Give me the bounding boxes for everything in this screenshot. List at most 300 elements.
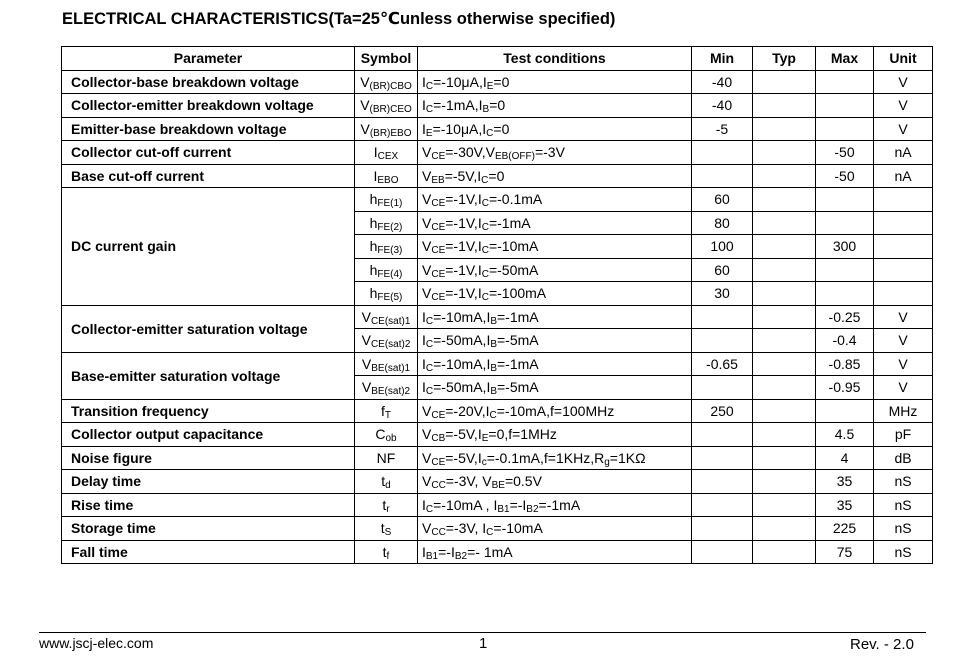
typ-cell bbox=[753, 305, 816, 329]
max-cell: -0.95 bbox=[816, 376, 874, 400]
symbol-subscript: FE(4) bbox=[377, 268, 403, 280]
condition-subscript: C bbox=[489, 409, 497, 421]
condition-text: =-0.1mA bbox=[488, 191, 543, 208]
symbol-main: t bbox=[381, 473, 386, 490]
condition-text: =-10mA bbox=[488, 238, 539, 255]
condition-text: =-1V, bbox=[445, 285, 478, 302]
table-row bbox=[62, 70, 933, 94]
max-cell: -0.25 bbox=[816, 305, 874, 329]
header-symbol: Symbol bbox=[355, 47, 418, 71]
symbol-main: I bbox=[373, 144, 378, 161]
condition-subscript: CC bbox=[431, 527, 446, 539]
typ-cell bbox=[753, 117, 816, 141]
unit-cell: MHz bbox=[874, 399, 933, 423]
unit-cell bbox=[874, 282, 933, 306]
symbol-main: C bbox=[375, 426, 386, 443]
symbol-main: h bbox=[369, 238, 378, 255]
condition-text: =-10μA, bbox=[433, 73, 483, 90]
unit-cell: nS bbox=[874, 540, 933, 564]
condition-text: =-3V bbox=[534, 144, 565, 161]
test-condition-cell bbox=[418, 399, 692, 423]
table-row bbox=[62, 188, 933, 212]
min-cell bbox=[692, 141, 753, 165]
symbol-main: t bbox=[382, 543, 387, 560]
symbol-cell bbox=[355, 235, 418, 259]
min-cell: 30 bbox=[692, 282, 753, 306]
unit-cell: V bbox=[874, 352, 933, 376]
condition-text: =0 bbox=[493, 73, 510, 90]
table-row bbox=[62, 305, 933, 329]
symbol-cell bbox=[355, 282, 418, 306]
unit-cell bbox=[874, 235, 933, 259]
condition-text: V bbox=[482, 473, 492, 490]
condition-text: =-5mA bbox=[497, 332, 539, 349]
condition-text: I bbox=[486, 355, 491, 372]
condition-text: I bbox=[422, 97, 426, 114]
condition-subscript: B bbox=[490, 386, 497, 398]
table-row bbox=[62, 540, 933, 564]
condition-text: =0.5V bbox=[504, 473, 542, 490]
page-title: ELECTRICAL CHARACTERISTICS(Ta=25℃unless otherwise specified) bbox=[62, 10, 616, 28]
test-condition-cell bbox=[418, 70, 692, 94]
condition-text: =-1V, bbox=[445, 214, 478, 231]
header-typ: Typ bbox=[753, 47, 816, 71]
unit-cell: nS bbox=[874, 517, 933, 541]
symbol-cell bbox=[355, 470, 418, 494]
condition-text: I bbox=[422, 120, 426, 137]
symbol-main: NF bbox=[376, 449, 396, 466]
symbol-cell bbox=[355, 329, 418, 353]
typ-cell bbox=[753, 329, 816, 353]
condition-text: =-30V, bbox=[445, 144, 486, 161]
symbol-subscript: CE(sat)2 bbox=[370, 339, 411, 351]
condition-text: I bbox=[477, 214, 482, 231]
parameter-cell: Collector-emitter breakdown voltage bbox=[62, 94, 355, 118]
symbol-main: h bbox=[369, 191, 378, 208]
symbol-subscript: S bbox=[384, 527, 392, 539]
symbol-subscript: BE(sat)2 bbox=[371, 386, 411, 398]
condition-text: =-3V, bbox=[445, 473, 483, 490]
condition-text: I bbox=[422, 496, 426, 513]
condition-text: I bbox=[422, 73, 426, 90]
condition-text: V bbox=[422, 520, 432, 537]
condition-text: V bbox=[485, 144, 495, 161]
test-condition-cell bbox=[418, 94, 692, 118]
symbol-cell bbox=[355, 188, 418, 212]
symbol-subscript: f bbox=[386, 550, 390, 562]
condition-text: I bbox=[486, 379, 491, 396]
symbol-main: h bbox=[369, 214, 378, 231]
unit-cell: V bbox=[874, 94, 933, 118]
test-condition-cell bbox=[418, 423, 692, 447]
symbol-main: I bbox=[373, 167, 378, 184]
condition-subscript: CE bbox=[431, 292, 446, 304]
condition-text: =0,f=1MHz bbox=[488, 426, 557, 443]
unit-cell bbox=[874, 188, 933, 212]
typ-cell bbox=[753, 235, 816, 259]
table-row bbox=[62, 164, 933, 188]
condition-subscript: CC bbox=[431, 480, 446, 492]
min-cell: -0.65 bbox=[692, 352, 753, 376]
typ-cell bbox=[753, 211, 816, 235]
max-cell bbox=[816, 94, 874, 118]
max-cell: 75 bbox=[816, 540, 874, 564]
condition-subscript: BE bbox=[491, 480, 505, 492]
condition-subscript: B1 bbox=[425, 550, 439, 562]
min-cell: -40 bbox=[692, 94, 753, 118]
symbol-subscript: CEX bbox=[377, 151, 399, 163]
min-cell: 60 bbox=[692, 188, 753, 212]
test-condition-cell bbox=[418, 493, 692, 517]
condition-text: I bbox=[482, 520, 487, 537]
parameter-cell: Rise time bbox=[62, 493, 355, 517]
condition-subscript: EB bbox=[431, 174, 445, 186]
symbol-subscript: T bbox=[384, 409, 391, 421]
max-cell bbox=[816, 188, 874, 212]
unit-cell: V bbox=[874, 376, 933, 400]
table-row bbox=[62, 493, 933, 517]
table-row bbox=[62, 423, 933, 447]
symbol-cell bbox=[355, 164, 418, 188]
condition-subscript: C bbox=[486, 127, 494, 139]
condition-text: =-10mA, bbox=[433, 355, 487, 372]
max-cell bbox=[816, 258, 874, 282]
condition-text: V bbox=[422, 191, 432, 208]
typ-cell bbox=[753, 376, 816, 400]
symbol-cell bbox=[355, 70, 418, 94]
table-row bbox=[62, 399, 933, 423]
symbol-cell bbox=[355, 493, 418, 517]
min-cell bbox=[692, 423, 753, 447]
test-condition-cell bbox=[418, 376, 692, 400]
footer-website: www.jscj-elec.com bbox=[39, 635, 154, 651]
table-header-row bbox=[62, 47, 933, 71]
max-cell bbox=[816, 211, 874, 235]
electrical-characteristics-table bbox=[61, 46, 933, 564]
parameter-cell: Delay time bbox=[62, 470, 355, 494]
max-cell: 35 bbox=[816, 493, 874, 517]
symbol-main: V bbox=[361, 308, 371, 325]
condition-text: =-1mA bbox=[497, 355, 539, 372]
condition-text: =-5V, bbox=[444, 167, 478, 184]
condition-text: V bbox=[422, 167, 432, 184]
min-cell bbox=[692, 470, 753, 494]
parameter-cell: Base cut-off current bbox=[62, 164, 355, 188]
condition-subscript: C bbox=[425, 104, 434, 116]
typ-cell bbox=[753, 258, 816, 282]
test-condition-cell bbox=[418, 235, 692, 259]
condition-text: =-10mA bbox=[493, 520, 543, 537]
condition-text: =-1mA bbox=[538, 496, 581, 513]
condition-text: =-5mA bbox=[497, 379, 539, 396]
condition-subscript: C bbox=[481, 268, 489, 280]
max-cell: -50 bbox=[816, 164, 874, 188]
condition-text: V bbox=[422, 144, 432, 161]
condition-text: =-I bbox=[509, 496, 527, 513]
symbol-subscript: FE(3) bbox=[377, 245, 403, 257]
typ-cell bbox=[753, 493, 816, 517]
symbol-cell bbox=[355, 399, 418, 423]
condition-subscript: C bbox=[481, 245, 489, 257]
table-row bbox=[62, 141, 933, 165]
condition-text: I bbox=[482, 120, 487, 137]
symbol-cell bbox=[355, 305, 418, 329]
typ-cell bbox=[753, 188, 816, 212]
condition-text: I bbox=[477, 191, 482, 208]
condition-text: =-10mA,f=100MHz bbox=[496, 402, 615, 419]
min-cell bbox=[692, 517, 753, 541]
condition-text: =0 bbox=[493, 120, 510, 137]
table-row bbox=[62, 446, 933, 470]
typ-cell bbox=[753, 282, 816, 306]
symbol-main: V bbox=[360, 73, 370, 90]
unit-cell bbox=[874, 258, 933, 282]
condition-text: =-5V, bbox=[445, 426, 478, 443]
condition-text: V bbox=[422, 402, 432, 419]
typ-cell bbox=[753, 517, 816, 541]
unit-cell: pF bbox=[874, 423, 933, 447]
condition-text: I bbox=[477, 167, 482, 184]
test-condition-cell bbox=[418, 446, 692, 470]
condition-subscript: c bbox=[481, 456, 487, 468]
condition-text: V bbox=[422, 449, 432, 466]
symbol-cell bbox=[355, 94, 418, 118]
min-cell bbox=[692, 493, 753, 517]
header-unit: Unit bbox=[874, 47, 933, 71]
parameter-cell: Collector-base breakdown voltage bbox=[62, 70, 355, 94]
condition-text: I bbox=[422, 308, 426, 325]
max-cell: -50 bbox=[816, 141, 874, 165]
condition-text: =-1mA bbox=[488, 214, 531, 231]
condition-text: =0 bbox=[488, 167, 505, 184]
test-condition-cell bbox=[418, 188, 692, 212]
max-cell bbox=[816, 399, 874, 423]
symbol-subscript: (BR)CEO bbox=[369, 104, 412, 116]
table-row bbox=[62, 94, 933, 118]
condition-text: =-0.1mA,f=1KHz,R bbox=[486, 449, 605, 466]
condition-text: I bbox=[422, 332, 426, 349]
condition-text: =-10μA, bbox=[432, 120, 483, 137]
condition-text: =-10mA , bbox=[433, 496, 494, 513]
symbol-main: V bbox=[361, 379, 372, 396]
condition-text: V bbox=[422, 285, 432, 302]
max-cell: 35 bbox=[816, 470, 874, 494]
condition-subscript: E bbox=[481, 433, 489, 445]
typ-cell bbox=[753, 141, 816, 165]
condition-subscript: E bbox=[425, 127, 433, 139]
condition-subscript: B1 bbox=[497, 503, 510, 515]
min-cell bbox=[692, 540, 753, 564]
condition-subscript: B bbox=[490, 315, 497, 327]
test-condition-cell bbox=[418, 117, 692, 141]
condition-text: I bbox=[482, 73, 487, 90]
condition-text: =- 1mA bbox=[467, 543, 513, 560]
condition-subscript: B2 bbox=[454, 550, 468, 562]
condition-text: I bbox=[486, 308, 491, 325]
parameter-cell: Base-emitter saturation voltage bbox=[62, 352, 355, 399]
symbol-subscript: BE(sat)1 bbox=[371, 362, 411, 374]
condition-subscript: g bbox=[604, 456, 610, 468]
condition-subscript: C bbox=[425, 80, 434, 92]
condition-text: I bbox=[477, 285, 482, 302]
symbol-main: V bbox=[361, 332, 371, 349]
symbol-cell bbox=[355, 517, 418, 541]
condition-text: V bbox=[422, 261, 432, 278]
condition-subscript: E bbox=[486, 80, 494, 92]
condition-subscript: C bbox=[481, 221, 489, 233]
condition-text: =-10mA, bbox=[433, 308, 487, 325]
test-condition-cell bbox=[418, 141, 692, 165]
max-cell: -0.4 bbox=[816, 329, 874, 353]
typ-cell bbox=[753, 70, 816, 94]
typ-cell bbox=[753, 540, 816, 564]
condition-subscript: C bbox=[425, 315, 434, 327]
max-cell: 300 bbox=[816, 235, 874, 259]
condition-text: =-I bbox=[438, 543, 455, 560]
min-cell bbox=[692, 329, 753, 353]
max-cell bbox=[816, 70, 874, 94]
symbol-main: V bbox=[360, 97, 370, 114]
min-cell: -40 bbox=[692, 70, 753, 94]
symbol-subscript: EBO bbox=[377, 174, 399, 186]
table-row bbox=[62, 117, 933, 141]
condition-subscript: C bbox=[481, 174, 489, 186]
table-row bbox=[62, 517, 933, 541]
test-condition-cell bbox=[418, 470, 692, 494]
symbol-main: h bbox=[369, 285, 378, 302]
symbol-subscript: (BR)CBO bbox=[369, 80, 412, 92]
typ-cell bbox=[753, 423, 816, 447]
header-min: Min bbox=[692, 47, 753, 71]
max-cell: -0.85 bbox=[816, 352, 874, 376]
condition-subscript: CE bbox=[431, 409, 446, 421]
max-cell: 4.5 bbox=[816, 423, 874, 447]
condition-text: I bbox=[422, 379, 426, 396]
unit-cell: V bbox=[874, 117, 933, 141]
condition-text: I bbox=[477, 238, 482, 255]
symbol-subscript: CE(sat)1 bbox=[370, 315, 411, 327]
min-cell: 60 bbox=[692, 258, 753, 282]
min-cell bbox=[692, 446, 753, 470]
unit-cell bbox=[874, 211, 933, 235]
condition-subscript: B2 bbox=[526, 503, 539, 515]
unit-cell: V bbox=[874, 70, 933, 94]
condition-text: V bbox=[422, 238, 432, 255]
condition-subscript: C bbox=[425, 503, 434, 515]
condition-text: =-50mA, bbox=[433, 332, 487, 349]
condition-subscript: C bbox=[425, 339, 434, 351]
condition-subscript: CE bbox=[431, 221, 446, 233]
min-cell: -5 bbox=[692, 117, 753, 141]
condition-text: =0 bbox=[489, 97, 506, 114]
footer-page-number: 1 bbox=[479, 635, 488, 652]
min-cell bbox=[692, 305, 753, 329]
parameter-cell: Transition frequency bbox=[62, 399, 355, 423]
test-condition-cell bbox=[418, 282, 692, 306]
min-cell bbox=[692, 376, 753, 400]
test-condition-cell bbox=[418, 164, 692, 188]
condition-subscript: B bbox=[490, 339, 497, 351]
condition-text: V bbox=[422, 214, 432, 231]
symbol-main: h bbox=[369, 261, 378, 278]
test-condition-cell bbox=[418, 540, 692, 564]
parameter-cell: Noise figure bbox=[62, 446, 355, 470]
condition-text: V bbox=[422, 473, 432, 490]
symbol-cell bbox=[355, 258, 418, 282]
max-cell bbox=[816, 117, 874, 141]
min-cell: 100 bbox=[692, 235, 753, 259]
max-cell bbox=[816, 282, 874, 306]
typ-cell bbox=[753, 399, 816, 423]
symbol-main: V bbox=[361, 355, 372, 372]
condition-text: =-1V, bbox=[445, 261, 478, 278]
max-cell: 225 bbox=[816, 517, 874, 541]
parameter-cell: DC current gain bbox=[62, 188, 355, 306]
condition-text: =-50mA, bbox=[433, 379, 487, 396]
condition-subscript: EB(OFF) bbox=[494, 151, 535, 163]
condition-text: =-50mA bbox=[488, 261, 539, 278]
condition-text: =-20V, bbox=[445, 402, 486, 419]
symbol-cell bbox=[355, 540, 418, 564]
parameter-cell: Collector cut-off current bbox=[62, 141, 355, 165]
parameter-cell: Storage time bbox=[62, 517, 355, 541]
symbol-subscript: FE(5) bbox=[377, 292, 403, 304]
parameter-cell: Fall time bbox=[62, 540, 355, 564]
symbol-subscript: (BR)EBO bbox=[369, 127, 412, 139]
condition-subscript: CE bbox=[431, 456, 446, 468]
symbol-cell bbox=[355, 446, 418, 470]
condition-subscript: CE bbox=[431, 245, 446, 257]
condition-text: =-1mA, bbox=[433, 97, 479, 114]
footer-revision: Rev. - 2.0 bbox=[850, 636, 914, 653]
test-condition-cell bbox=[418, 211, 692, 235]
condition-subscript: C bbox=[481, 292, 489, 304]
condition-text: I bbox=[493, 496, 498, 513]
symbol-subscript: ob bbox=[385, 433, 397, 445]
typ-cell bbox=[753, 446, 816, 470]
condition-text: I bbox=[477, 261, 482, 278]
unit-cell: V bbox=[874, 329, 933, 353]
condition-text: I bbox=[478, 97, 483, 114]
condition-text: =-1V, bbox=[445, 238, 478, 255]
header-parameter: Parameter bbox=[62, 47, 355, 71]
symbol-main: t bbox=[382, 496, 387, 513]
condition-text: =-3V, bbox=[445, 520, 483, 537]
condition-text: =-1V, bbox=[445, 191, 478, 208]
condition-text: =-5V, bbox=[445, 449, 478, 466]
condition-text: I bbox=[486, 332, 491, 349]
header-max: Max bbox=[816, 47, 874, 71]
symbol-cell bbox=[355, 352, 418, 376]
symbol-main: f bbox=[381, 402, 385, 419]
symbol-subscript: FE(1) bbox=[377, 198, 403, 210]
condition-text: I bbox=[477, 449, 482, 466]
unit-cell: nA bbox=[874, 164, 933, 188]
test-condition-cell bbox=[418, 329, 692, 353]
condition-subscript: B bbox=[490, 362, 497, 374]
test-condition-cell bbox=[418, 517, 692, 541]
unit-cell: V bbox=[874, 305, 933, 329]
unit-cell: nS bbox=[874, 470, 933, 494]
condition-subscript: C bbox=[486, 527, 494, 539]
condition-subscript: CB bbox=[431, 433, 446, 445]
condition-subscript: C bbox=[425, 362, 434, 374]
condition-subscript: B bbox=[482, 104, 490, 116]
symbol-subscript: FE(2) bbox=[377, 221, 403, 233]
table-row bbox=[62, 470, 933, 494]
condition-text: =1KΩ bbox=[609, 449, 646, 466]
symbol-main: V bbox=[360, 120, 370, 137]
